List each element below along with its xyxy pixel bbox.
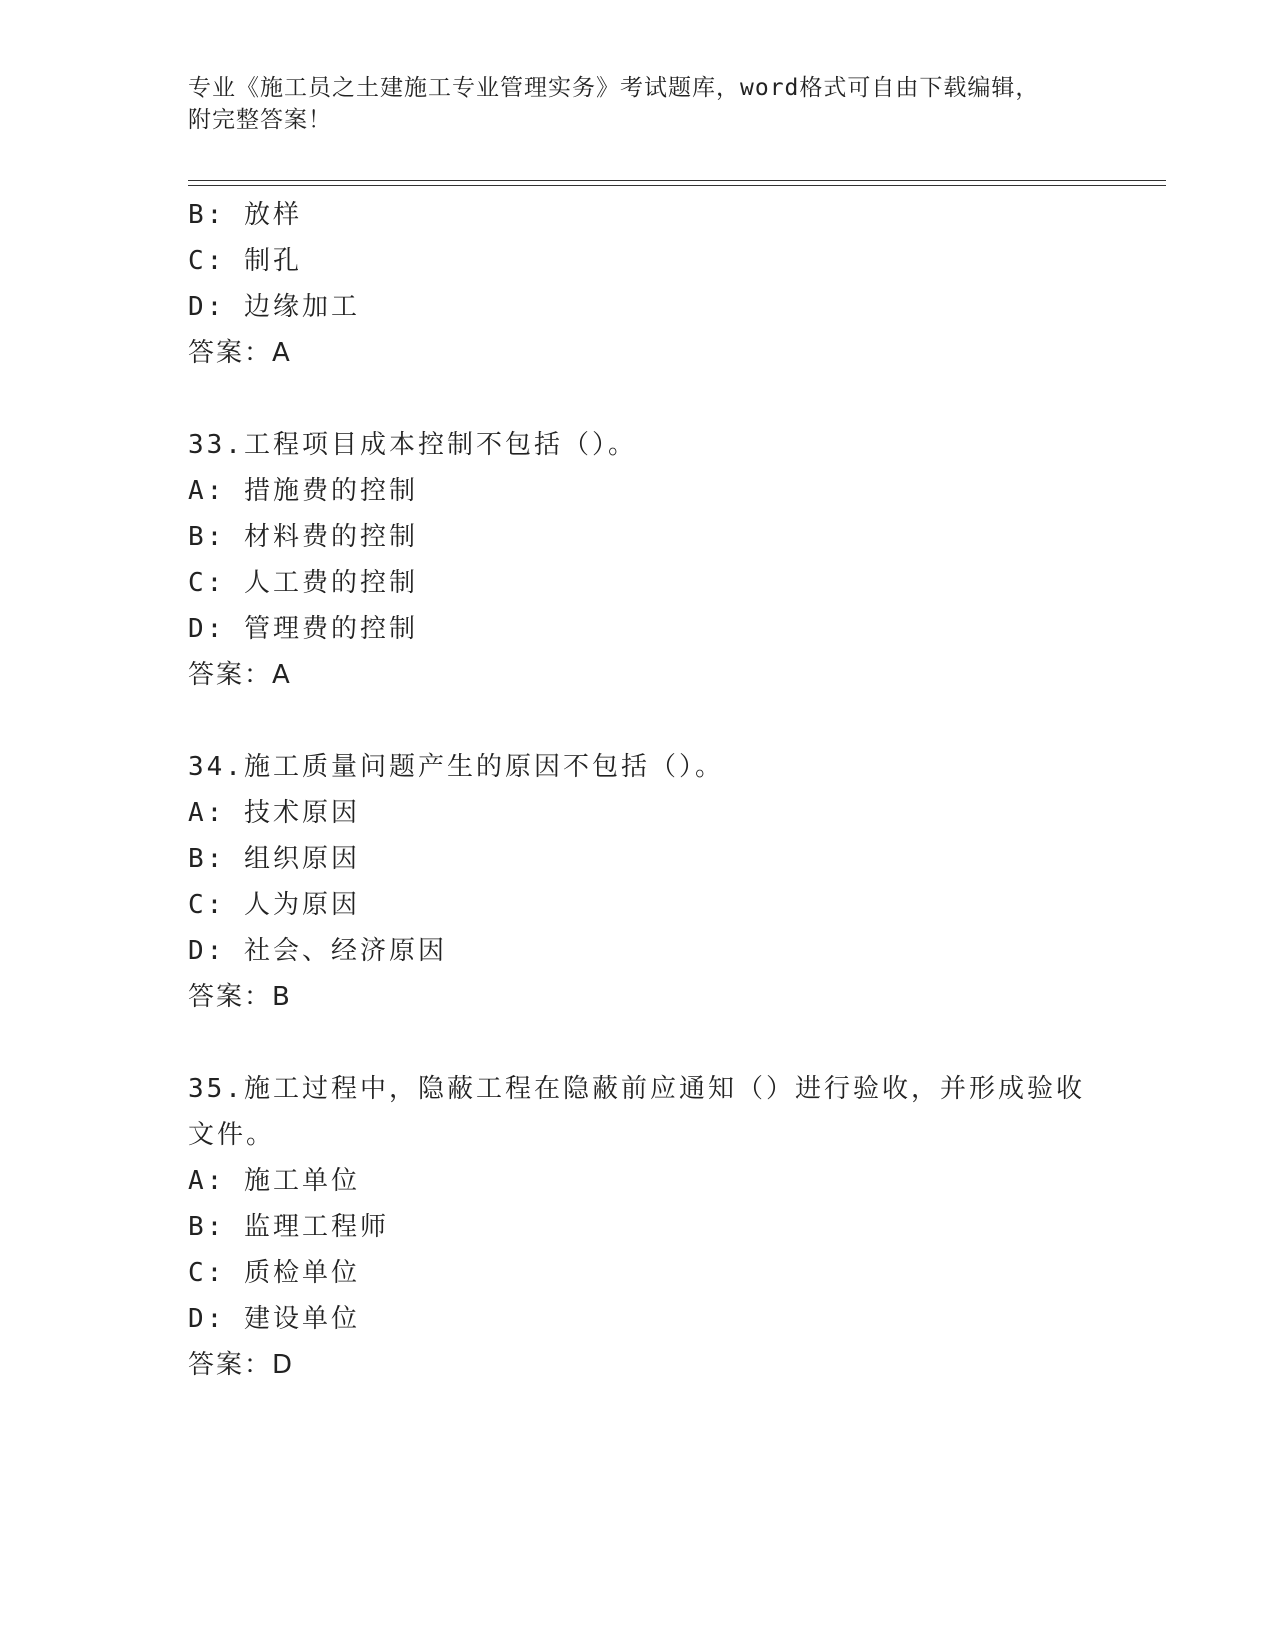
spacer (188, 376, 1088, 422)
option-b: B: 材料费的控制 (188, 522, 418, 552)
question-text: 34.施工质量问题产生的原因不包括（）。 (188, 752, 724, 782)
option-b: B: 监理工程师 (188, 1212, 389, 1242)
option-d: D: 建设单位 (188, 1304, 360, 1334)
answer-line: 答案：A (188, 338, 292, 368)
question-text-line-2: 文件。 (188, 1120, 276, 1150)
option-d: D: 边缘加工 (188, 292, 360, 322)
option-c: C: 质检单位 (188, 1258, 360, 1288)
spacer (188, 698, 1088, 744)
option-b: B: 放样 (188, 200, 302, 230)
document-header (188, 72, 1088, 136)
option-c: C: 人为原因 (188, 890, 360, 920)
question-block-34 (188, 744, 1088, 1020)
question-block-32 (188, 192, 1088, 376)
question-text: 33.工程项目成本控制不包括（）。 (188, 430, 637, 460)
option-b: B: 组织原因 (188, 844, 360, 874)
option-d: D: 管理费的控制 (188, 614, 418, 644)
header-line-2: 附完整答案！ (188, 107, 332, 133)
question-block-35 (188, 1066, 1088, 1388)
answer-line: 答案：B (188, 982, 292, 1012)
question-list (188, 192, 1088, 1388)
spacer (188, 1020, 1088, 1066)
header-divider-top (188, 180, 1166, 181)
option-a: A: 技术原因 (188, 798, 360, 828)
option-a: A: 措施费的控制 (188, 476, 418, 506)
answer-line: 答案：D (188, 1350, 295, 1380)
option-c: C: 人工费的控制 (188, 568, 418, 598)
question-block-33 (188, 422, 1088, 698)
header-divider-bottom (188, 185, 1166, 186)
option-d: D: 社会、经济原因 (188, 936, 447, 966)
header-line-1: 专业《施工员之土建施工专业管理实务》考试题库，word格式可自由下载编辑， (188, 75, 1040, 101)
answer-line: 答案：A (188, 660, 292, 690)
option-a: A: 施工单位 (188, 1166, 360, 1196)
question-text-line-1: 35.施工过程中，隐蔽工程在隐蔽前应通知（）进行验收，并形成验收 (188, 1074, 1085, 1104)
option-c: C: 制孔 (188, 246, 302, 276)
